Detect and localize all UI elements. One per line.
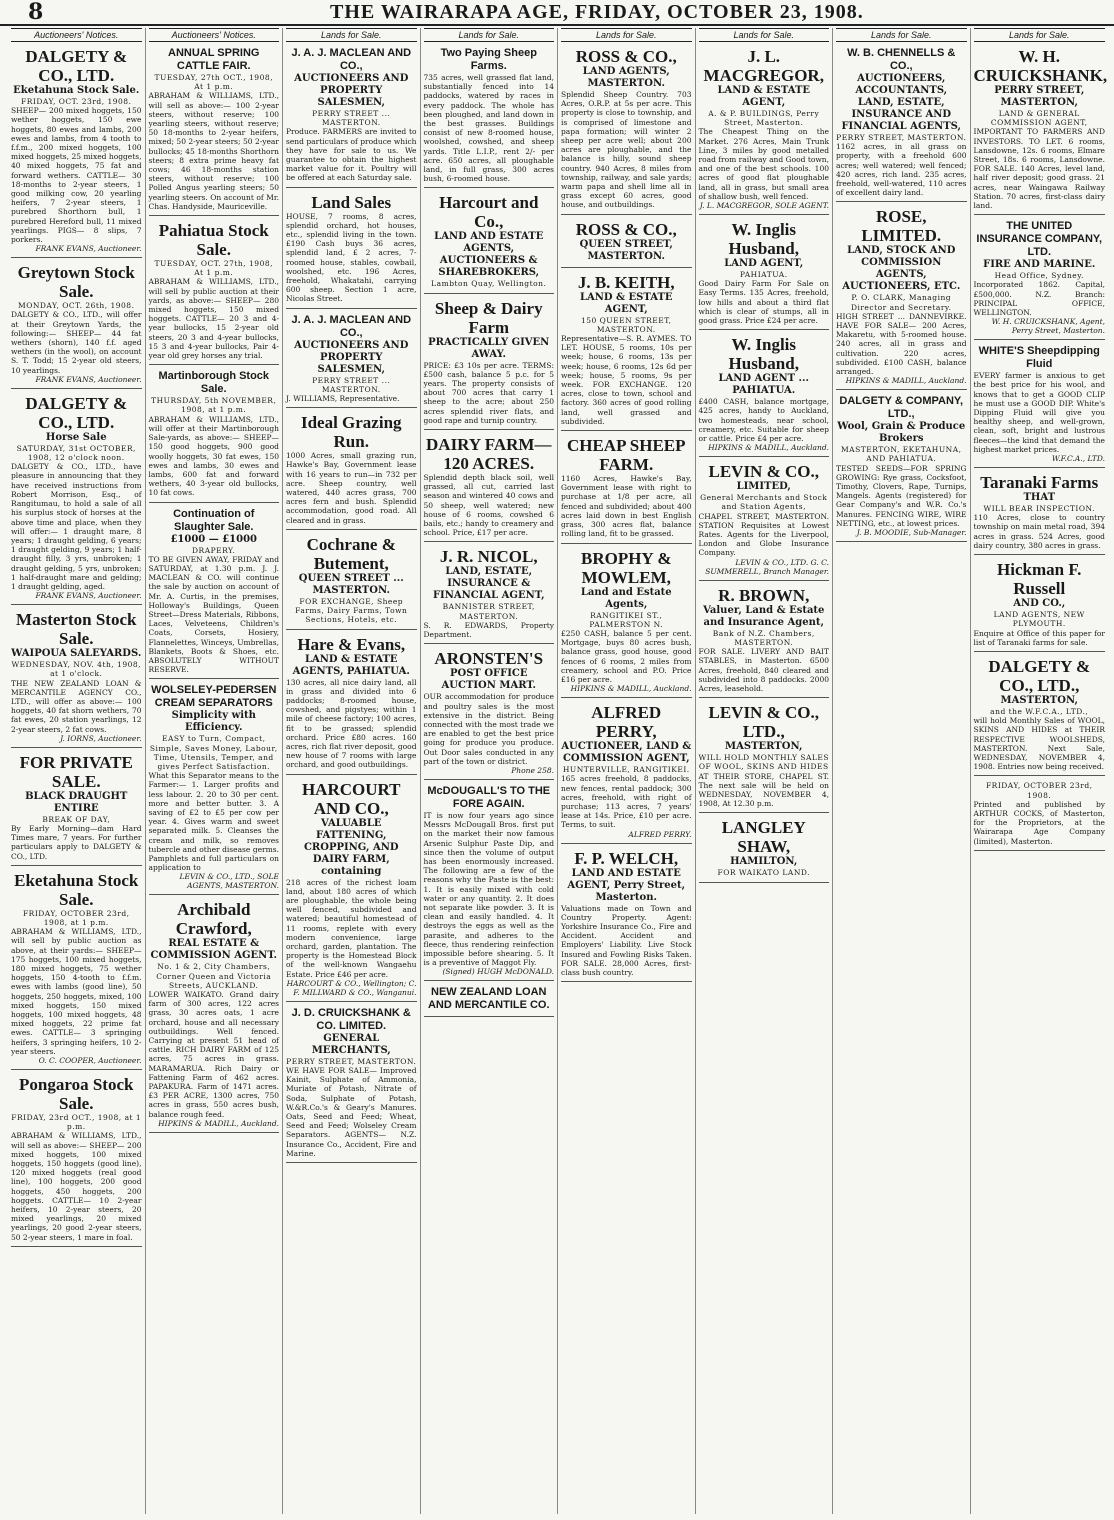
advertisement bbox=[149, 219, 280, 365]
advertisement bbox=[286, 312, 417, 409]
ad-subtitle: THAT bbox=[1023, 492, 1056, 504]
ad-date: DRAPERY. bbox=[192, 545, 236, 555]
ad-title: LANGLEY SHAW, bbox=[721, 818, 806, 857]
ad-subtitle: LAND & ESTATE AGENTS, PAHIATUA. bbox=[292, 653, 410, 677]
advertisement bbox=[286, 191, 417, 309]
ad-signature: LEVIN & CO., LTD., SOLE AGENTS, MASTERTON. bbox=[179, 872, 279, 891]
ad-body: Printed and published by ARTHUR COCKS, of Masterton, for the Proprietors, at the Wairarapa Age Company (limited), Masterton. bbox=[973, 799, 1105, 846]
ad-body: 165 acres freehold, 8 paddocks, new fences, rental paddock; 300 acres, freehold, with right of purchase; 113 acres, 7 years' lease at 14s. Price, £10 per acre. Terms, to suit. bbox=[561, 774, 692, 830]
ad-body: PRICE: £3 10s per acre. TERMS: £500 cash, balance 5 p.c. for 5 years. The property consists of about 700 acres that carry 1 sheep to the acre; about 250 acres splendid river flats, and good rape and turnip country. bbox=[423, 360, 554, 425]
ad-body: S. R. EDWARDS, Property Department. bbox=[423, 620, 554, 640]
ad-subtitle: Valuer, Land & Estate and Insurance Agent, bbox=[703, 604, 825, 628]
ad-signature: FRANK EVANS, Auctioneer. bbox=[35, 374, 142, 384]
ad-date: PERRY STREET ... MASTERTON. bbox=[312, 375, 391, 394]
advertisement bbox=[149, 682, 280, 895]
ad-body: TESTED SEEDS—FOR SPRING GROWING: Rye grass, Cocksfoot, Timothy, Clovers, Rape, Turnips, Mangels. Agents (registered) for Gear Company's and W.R. Co.'s Manures. FENCING WIRE, WIRE NETTING, etc., at lowest prices. bbox=[836, 463, 967, 528]
ad-subtitle: MASTERTON, bbox=[725, 741, 803, 753]
ad-body: WE HAVE FOR SALE— Improved Kainit, Sulphate of Ammonia, Muriate of Potash, Nitrate of Soda, Sulphate of Potash, W.&R.Co.'s & Geary's Manures. Oats, Seed and Feed; Wheat, Seed and Feed; Wolseley Cream Separators. AGENTS— N.Z. Insurance Co., Accident, Fire and Marine. bbox=[286, 1065, 417, 1158]
ad-date: WEDNESDAY, NOV. 4th, 1908, at 1 o'clock. bbox=[11, 660, 142, 679]
ad-date: FRIDAY, 23rd OCT., 1908, at 1 p.m. bbox=[11, 1113, 142, 1132]
ad-title: DALGETY & COMPANY, LTD., bbox=[839, 395, 964, 421]
ad-signature: LEVIN & CO., LTD. G. C. SUMMERELL, Branch Manager. bbox=[705, 557, 829, 576]
ad-title: ROSS & CO., bbox=[575, 47, 677, 66]
ad-body: 1000 Acres, small grazing run, Hawke's Bay, Government lease with 16 years to run—in 732 per acre. Sheep country, well watered, 440 acres grass, 700 acres fern and bush. Splendid accommodation, good road. All cleared and in grass. bbox=[286, 451, 417, 525]
ad-title: FOR PRIVATE SALE. bbox=[19, 752, 133, 791]
ad-title: ALFRED PERRY, bbox=[591, 703, 662, 742]
column bbox=[971, 28, 1109, 1514]
ad-signature: W. H. CRUICKSHANK, Agent, Perry Street, Masterton. bbox=[991, 317, 1105, 336]
ad-date: PERRY STREET ... MASTERTON. bbox=[312, 109, 391, 128]
column-heading: Auctioneers' Notices. bbox=[11, 28, 142, 42]
ad-title: W. B. CHENNELLS & CO., bbox=[847, 47, 956, 72]
column-heading: Lands for Sale. bbox=[836, 28, 967, 42]
ad-subtitle: AUCTIONEERS AND PROPERTY SALESMEN, bbox=[294, 73, 409, 108]
ad-title: Pongaroa Stock Sale. bbox=[19, 1075, 134, 1114]
ad-title: BROPHY & MOWLEM, bbox=[580, 548, 672, 587]
advertisement bbox=[11, 392, 142, 605]
ad-title: HARCOURT AND CO., bbox=[301, 779, 401, 818]
ad-signature: J. B. MOODIE, Sub-Manager. bbox=[856, 528, 967, 538]
ad-title: Continuation of Slaughter Sale. bbox=[173, 507, 255, 533]
column bbox=[283, 28, 421, 1514]
ad-subtitle: FIRE AND MARINE. bbox=[983, 259, 1096, 271]
ad-date: BANNISTER STREET, MASTERTON. bbox=[442, 602, 535, 621]
ad-signature: J. IORNS, Auctioneer. bbox=[60, 733, 142, 743]
ad-title: J. B. KEITH, bbox=[577, 272, 675, 292]
advertisement bbox=[974, 218, 1106, 340]
ad-date: LAND & GENERAL COMMISSION AGENT, bbox=[990, 109, 1088, 128]
advertisement bbox=[424, 297, 555, 430]
ad-subtitle: LAND AND ESTATE AGENT, Perry Street, Masterton. bbox=[567, 867, 686, 903]
ad-subtitle: AUCTIONEER, LAND & COMMISSION AGENT, bbox=[561, 741, 692, 765]
ad-subtitle: AUCTIONEERS AND PROPERTY SALESMEN, bbox=[294, 339, 409, 375]
ad-title: ARONSTEN'S bbox=[434, 649, 544, 669]
ad-subtitle: £1000 — £1000 bbox=[170, 533, 258, 545]
ad-subtitle: BLACK DRAUGHT ENTIRE bbox=[25, 790, 128, 814]
ad-subtitle: MASTERTON, bbox=[1000, 694, 1078, 706]
ad-body: £250 CASH, balance 5 per cent. Mortgage, buys 80 acres bush, balance grass, good house, good fences of 6 rooms, 2 miles from creamery, school and P.O. Price £16 per acre. bbox=[561, 628, 692, 684]
ad-subtitle: Wool, Grain & Produce Brokers bbox=[837, 421, 966, 445]
advertisement bbox=[11, 45, 142, 258]
advertisement bbox=[699, 333, 830, 457]
ad-subtitle: LAND AGENTS, MASTERTON. bbox=[582, 66, 670, 89]
ad-date: HUNTERVILLE, RANGITIKEI. bbox=[562, 765, 690, 775]
ad-subtitle: REAL ESTATE & COMMISSION AGENT. bbox=[150, 938, 277, 962]
ad-title: Pahiatua Stock Sale. bbox=[158, 221, 269, 260]
ad-body: 218 acres of the richest loam land, about 180 acres of which are ploughable, the whole being well fenced, subdivided and watered; beautiful homestead of 11 rooms, replete with every modern convenience, large orchard, garden, plantation. The property is the Homestead Block of the well-known Wangaehu Estate. Price £46 per acre. bbox=[286, 877, 417, 979]
ad-subtitle: Horse Sale bbox=[45, 431, 107, 443]
advertisement bbox=[836, 393, 967, 542]
ad-subtitle: Land and Estate Agents, bbox=[580, 586, 672, 610]
ad-title: J. R. NICOL, bbox=[439, 547, 538, 567]
ad-body: EVERY farmer is anxious to get the best price for his wool, and knows that to get a GOOD CLIP he must use a GOOD DIP. White's Dipping Fluid will give you healthy sheep, and well-grown, clean, soft, bright and lustrous fleeces—the kind that demand the highest market prices. bbox=[973, 371, 1105, 454]
advertisement bbox=[11, 608, 142, 748]
ad-body: FOR SALE. LIVERY AND BAIT STABLES, in Masterton. 6500 Acres, freehold, 840 cleared and subdivided into 8 paddocks. 2000 Acres, leasehold. bbox=[698, 647, 829, 693]
advertisement bbox=[424, 783, 555, 981]
ad-body: Enquire at Office of this paper for list of Taranaki farms for sale. bbox=[973, 628, 1105, 647]
ad-title: WHITE'S Sheepdipping Fluid bbox=[978, 345, 1100, 371]
masthead bbox=[0, 0, 1114, 26]
column-heading: Lands for Sale. bbox=[974, 28, 1106, 42]
ad-subtitle: AND CO., bbox=[1013, 598, 1066, 610]
ad-subtitle: HAMILTON, bbox=[730, 856, 798, 868]
ad-signature: HIPKINS & MADILL, Auckland. bbox=[845, 376, 967, 386]
advertisement bbox=[974, 471, 1106, 555]
ad-title: Hare & Evans, bbox=[297, 634, 406, 654]
advertisement bbox=[561, 847, 692, 983]
ad-body: HIGH STREET ... DANNEVIRKE. HAVE FOR SALE— 200 Acres, Makaretu, with 5-roomed house. 240 acres, all in grass and cultivation. 220 acres, subdivided. £100 CASH, balance arranged. bbox=[836, 311, 967, 377]
advertisement bbox=[836, 45, 967, 202]
advertisement bbox=[286, 45, 417, 188]
column-heading: Lands for Sale. bbox=[424, 28, 555, 42]
ad-subtitle: LIMITED, bbox=[736, 481, 791, 493]
ad-body: DALGETY & CO., LTD., will offer at their Greytown Yards, the following:— SHEEP— 44 fat wethers (shorn), 140 f.f. aged wethers (in the wool), on account S. T. Todd; 15 2-year old steers, 10 yearlings. bbox=[11, 310, 142, 375]
ad-signature: HARCOURT & CO., Wellington; C. F. MILLWARD & CO., Wanganui. bbox=[286, 978, 417, 997]
ad-date: Lambton Quay, Wellington. bbox=[431, 279, 547, 289]
advertisement bbox=[424, 984, 555, 1017]
ad-date: FRIDAY, OCTOBER 23rd, 1908, at 1 p.m. bbox=[22, 908, 130, 927]
advertisement bbox=[286, 1005, 417, 1163]
advertisement bbox=[424, 45, 555, 188]
column bbox=[833, 28, 971, 1514]
ad-body: £400 CASH, balance mortgage, 425 acres, handy to Auckland, two homesteads, near school, creamery, etc. Suitable for sheep or cattle. Price £4 per acre. bbox=[698, 397, 829, 444]
ad-date: P. O. CLARK, Managing Director and Secretary. bbox=[850, 293, 952, 312]
ad-date: SATURDAY, 31st OCTOBER, 1908, 12 o'clock noon. bbox=[16, 443, 136, 463]
advertisement bbox=[149, 368, 280, 502]
ad-date: RANGITIKEI ST., PALMERSTON N. bbox=[589, 610, 664, 629]
ad-title: DALGETY & CO., LTD., bbox=[988, 656, 1091, 695]
column bbox=[8, 28, 146, 1514]
advertisement bbox=[11, 1073, 142, 1247]
ad-date: No. 1 & 2, City Chambers, Corner Queen and Victoria Streets, AUCKLAND. bbox=[156, 962, 272, 990]
ad-title: Land Sales bbox=[311, 192, 392, 212]
ad-date: MONDAY, OCT. 26th, 1908. bbox=[18, 301, 135, 311]
column-heading: Lands for Sale. bbox=[561, 28, 692, 42]
ad-body: ABRAHAM & WILLIAMS, LTD., will sell as above:— SHEEP— 200 mixed hoggets, 100 mixed hoggets, 150 hoggets (good line), 120 mixed hoggets (real good line), 100 hoggets, 200 good hoggets, 450 hoggets, 200 hoggets. CATTLE— 10 2-year heifers, 10 2-year steers, 20 mixed yearlings, 20 mixed yearlings, 20 good 2-year steers, 50 2-year steers, 1 mare in foal. bbox=[11, 1131, 142, 1242]
ad-body: ABRAHAM & WILLIAMS, LTD., will sell as above:— 100 2-year steers, without reserve; 100 yearling steers, without reserve; 50 18-months to 2-year heifers, mixed; 50 2-year steers; 50 2-year bullocks; 45 18-months Shorthorn steers; 8 extra prime heavy fat cows; 46 18-months station steers, without reserve; 100 Polled Angus yearling steers; 50 yearling steers. On account of Mr. Chas. Handyside, Mauriceville. bbox=[148, 91, 279, 211]
ad-date: PERRY STREET, MASTERTON. bbox=[836, 133, 967, 142]
ad-date: FOR WAIKATO LAND. bbox=[717, 868, 811, 878]
ad-date: FRIDAY, OCTOBER 23rd, 1908. bbox=[985, 781, 1093, 800]
ad-subtitle: LAND AND ESTATE AGENTS, AUCTIONEERS & SHAREBROKERS, bbox=[434, 231, 544, 279]
ad-title: DALGETY & CO., LTD. bbox=[25, 47, 128, 85]
ad-body: 735 acres, well grassed flat land, substantially fenced into 14 paddocks, watered by races in every paddock. The whole has been ploughed, and land down in the best grasses. Buildings consist of new 8-roomed house, woolshed, cowshed, and sheep yards. Title L.I.P., rent 2/- per acre. 650 acres, all ploughable land, in full grass, 300 acres bush, 6-roomed house. bbox=[423, 73, 554, 184]
ad-subtitle: LAND & ESTATE AGENT, bbox=[717, 85, 811, 108]
ad-signature: J. L. MACGREGOR, SOLE AGENT. bbox=[699, 201, 829, 211]
ad-title: Cochrane & Butement, bbox=[306, 534, 396, 573]
ad-date: WILL HOLD MONTHLY SALES OF WOOL, SKINS AND HIDES bbox=[698, 753, 830, 772]
advertisement bbox=[286, 778, 417, 1002]
ad-date: FOR EXCHANGE, Sheep Farms, Dairy Farms, Town Sections, Hotels, etc. bbox=[295, 596, 408, 625]
ad-body: THE NEW ZEALAND LOAN & MERCANTILE AGENCY CO., LTD., will offer as above:— 100 hoggets, 40 fat shorn wethers, 70 fat ewes, 20 station yearlings, 12 2-year steers, 2 fat cows. bbox=[11, 678, 142, 734]
ad-subtitle: LAND, ESTATE, INSURANCE & FINANCIAL AGENT, bbox=[432, 566, 545, 602]
column-heading: Auctioneers' Notices. bbox=[149, 28, 280, 42]
ad-title: Masterton Stock Sale. bbox=[16, 610, 137, 649]
advertisement bbox=[974, 779, 1106, 850]
ad-body: What this Separator means to the Farmer:— 1. Larger profits and less labour. 2. 20 to 30 per cent. more and better butter. 3. A saving of £2 to £5 per cow per year. 4. Gives warm and sweet separated milk. 5. Cleanses the cream and milk, so removes tubercle and other disease germs. Pamphlets and full particulars on application to bbox=[148, 771, 279, 873]
column bbox=[696, 28, 834, 1514]
ad-title: Taranaki Farms bbox=[980, 473, 1099, 493]
ad-title: LEVIN & CO., LTD., bbox=[708, 703, 819, 742]
ad-date: and the W.F.C.A., LTD., bbox=[990, 706, 1089, 716]
ad-date: THURSDAY, 5th NOVEMBER, 1908, at 1 p.m. bbox=[151, 396, 277, 415]
ad-body: 110 Acres, close to country township on main metal road, 394 acres in grass. 524 Acres, good dairy country, 380 acres in grass. bbox=[973, 513, 1105, 550]
ad-signature: W.F.C.A., LTD. bbox=[1051, 454, 1105, 464]
ad-title: ROSS & CO., bbox=[575, 219, 677, 239]
ad-body: HOUSE, 7 rooms, 8 acres, splendid orchard, hot houses, etc., splendid living in the town. £190 Cash buys 36 acres, splendid land, £ 2 acres, 7-roomed house, stables, cowbail, woolshed, etc. 196 Acres, freehold, Whakatahi, carrying 600 sheep. Section 1 acre, Nicolas Street. bbox=[286, 211, 417, 304]
advertisement bbox=[699, 816, 830, 882]
ad-title: LEVIN & CO., bbox=[708, 462, 819, 482]
advertisement bbox=[286, 633, 417, 775]
ad-signature: (Signed) HUGH McDONALD. bbox=[442, 967, 554, 977]
ad-body: 130 acres, all nice dairy land, all in grass and divided into 6 paddocks; 8-roomed house, cowshed, and pigstyes; within 1 mile of cheese factory; 100 acres, fit to be grassed; splendid orchard. Price £80 acres. 160 acres, rich flat river deposit, good new house of 7 rooms with large orchard, and good outbuildings. bbox=[286, 677, 417, 770]
ad-body: Produce. FARMERS are invited to send particulars of produce which they have for sale to us. We guarantee to obtain the highest market value for it. Poultry will be offered at each Saturday sale. bbox=[286, 127, 417, 183]
ad-body: ABRAHAM & WILLIAMS, LTD., will sell by public auction at their yards, as above:— SHEEP— 280 mixed hoggets, 150 mixed hoggets. CATTLE— 20 3 and 4-year bullocks, 15 2-year old steers, 20 3 and 4-year bullocks, 15 3 and 4-year bullocks, Pair 4-year old grey horses any trial. bbox=[148, 277, 279, 361]
ad-subtitle: GENERAL MERCHANTS, bbox=[311, 1032, 391, 1056]
ad-subtitle: Simplicity with Efficiency. bbox=[171, 710, 256, 734]
advertisement bbox=[424, 647, 555, 780]
ad-body: ABRAHAM & WILLIAMS, LTD., will offer at their Martinborough Sale-yards, as above:— SHEEP— 150 good hoggets, 900 good woolly hoggets, 30 fat ewes, 150 ewes and lambs, 30 ewes and lambs, 600 fat and forward wethers, 40 3-year old bullocks, 10 fat cows. bbox=[148, 414, 279, 498]
ad-body: TO BE GIVEN AWAY, FRIDAY and SATURDAY, at 1.30 p.m. J. J. MACLEAN & CO. will continue the sale by auction on account of Mr. A. Curtis, in the premises, Holloway's Buildings, Queen Street—Dress Materials, Ribbons, Laces, Velveteens, Children's Coats, Corsets, Hosiery, Flannelettes, Winceys, Umbrellas, Blankets, Boots & Shoes, etc. ABSOLUTELY WITHOUT RESERVE. bbox=[148, 554, 279, 675]
ad-subtitle: QUEEN STREET, MASTERTON. bbox=[579, 238, 673, 262]
advertisement bbox=[561, 547, 692, 699]
ad-body: IT is now four years ago since Messrs McDougall Bros. first put on the market their now famous Arsenic Sulphur Paste Dip, and since then the volume of output has been enormously increased. The following are a few of the reasons why the Paste is the best: 1. It is easily mixed with cold water or any quantity. 2. It does not separate like powder. 3. It is clean and easily handled. 4. It destroys the eggs as well as the parasite, and adheres to the fleece, thus rendering reinfection impossible before shearing. 5. It is a preventive of Maggot Fly. bbox=[423, 810, 554, 968]
ad-title: J. A. J. MACLEAN AND CO., bbox=[291, 47, 412, 72]
ad-title: W. Inglis Husband, bbox=[728, 220, 799, 259]
advertisement bbox=[974, 558, 1106, 652]
ad-subtitle: QUEEN STREET ... MASTERTON. bbox=[298, 572, 404, 596]
ad-date: PAHIATUA. bbox=[739, 270, 788, 280]
ad-title: Archibald Crawford, bbox=[175, 900, 252, 939]
ad-body: AT THEIR STORE, CHAPEL ST. The next sale will be held on WEDNESDAY, NOVEMBER 4, 1908, At 12.30 p.m. bbox=[698, 771, 829, 809]
ad-date: General Merchants and Stock and Station Agents, bbox=[700, 493, 828, 512]
ad-body: IMPORTANT TO FARMERS AND INVESTORS. TO LET. 6 rooms, Lansdowne, 12s. 6 rooms, Elmare Street, 18s. 6 rooms, Lansdowne. FOR SALE. 140 Acres, level land, half river deposit; good grass. 21 acres, near Waingawa Railway Station. 70 acres, first-class dairy land. bbox=[973, 127, 1105, 211]
advertisement bbox=[561, 701, 692, 843]
advertisement bbox=[424, 433, 555, 542]
advertisement bbox=[699, 584, 830, 698]
advertisement bbox=[11, 261, 142, 389]
ad-subtitle: Eketahuna Stock Sale. bbox=[13, 85, 140, 96]
ad-body: 1160 Acres, Hawke's Bay, Government lease with right to purchase at 1/8 per acre, all fenced and subdivided; about 400 acres laid down in best English grass, 300 acres flat, balance rolling land, fit to be grassed. bbox=[561, 474, 692, 539]
ad-body: OUR accommodation for produce and poultry sales is the most extensive in the district. Being connected with the most trade we are enabled to get the best price going for produce you produce. Out Door sales conducted in any part of the town or district. bbox=[423, 692, 554, 766]
ad-title: W. Inglis Husband, bbox=[728, 335, 799, 374]
ad-title: DALGETY & CO., LTD. bbox=[25, 393, 128, 432]
ad-title: R. BROWN, bbox=[718, 585, 810, 605]
ad-subtitle: LAND AGENT ... PAHIATUA. bbox=[718, 373, 809, 397]
ad-body: ABRAHAM & WILLIAMS, LTD., will sell by public auction as above, at their yards:— SHEEP— 175 hoggets, 100 mixed hoggets, 180 mixed hoggets, 75 wether hoggets, 150 4-tooth to f.f.m. ewes with lambs (good line), 50 hoggets, 250 hoggets, mixed, 100 mixed hoggets, 150 mixed hoggets, 100 mixed hoggets, 48 mixed hoggets, 22 prime fat ewes. CATTLE— 3 springing heifers, 3 springing heifers, 10 2-year steers. bbox=[11, 927, 142, 1056]
ad-title: J. A. J. MACLEAN AND CO., bbox=[291, 313, 412, 339]
ad-subtitle: LAND & ESTATE AGENT, bbox=[579, 291, 673, 315]
ad-title: Eketahuna Stock Sale. bbox=[14, 870, 139, 909]
ad-date: BREAK OF DAY, bbox=[42, 814, 111, 824]
ad-title: DAIRY FARM—120 ACRES. bbox=[426, 435, 552, 474]
advertisement bbox=[149, 45, 280, 216]
ad-body: CHAPEL STREET, MASTERTON. STATION Requisites at Lowest Rates. Agents for the Liverpool, London and Globe Insurance Company. bbox=[698, 511, 829, 558]
ad-title: ANNUAL SPRING CATTLE FAIR. bbox=[168, 47, 260, 72]
ad-date: 150 QUEEN STREET, MASTERTON. bbox=[580, 315, 672, 334]
ad-title: W. H. CRUICKSHANK, bbox=[973, 47, 1108, 85]
column-heading: Lands for Sale. bbox=[699, 28, 830, 42]
advertisement bbox=[149, 898, 280, 1132]
ad-subtitle: VALUABLE FATTENING, CROPPING, AND DAIRY FARM, containing bbox=[303, 817, 399, 877]
advertisement bbox=[974, 655, 1106, 776]
ad-date: FRIDAY, OCT. 23rd, 1908. bbox=[21, 97, 132, 106]
ad-signature: FRANK EVANS, Auctioneer. bbox=[35, 591, 142, 601]
column-heading: Lands for Sale. bbox=[286, 28, 417, 42]
ad-date: WILL BEAR INSPECTION. bbox=[983, 504, 1095, 514]
ad-subtitle: AUCTIONEERS, ACCOUNTANTS, LAND, ESTATE, INSURANCE AND FINANCIAL AGENTS, bbox=[841, 73, 962, 132]
advertisement bbox=[974, 45, 1106, 215]
ad-title: NEW ZEALAND LOAN AND MERCANTILE CO. bbox=[427, 986, 550, 1012]
column bbox=[421, 28, 559, 1514]
ad-body: will hold Monthly Sales of WOOL, SKINS AND HIDES at THEIR RESPECTIVE WOOLSHEDS, MASTERTON. Next Sale, WEDNESDAY, NOVEMBER 4, 1908. Entries now being received. bbox=[973, 716, 1105, 772]
advertisement bbox=[561, 434, 692, 543]
ad-signature: ALFRED PERRY. bbox=[628, 829, 692, 839]
ad-body: Valuations made on Town and Country Property. Agent: Yorkshire Insurance Co., Fire and Accident. Accident and Employers' Liability. Live Stock Insured and Fowling Risks Taken. FOR SALE. 28,000 Acres, first-class bush country. bbox=[561, 903, 692, 977]
ad-date: TUESDAY, OCT. 27th, 1908, At 1 p.m. bbox=[154, 259, 273, 278]
ad-body: DALGETY & CO., LTD., have pleasure in announcing that they have received instructions from Robert Morrison, Esq., of Rangitumau, to hold a sale of all his surplus stock of horses at the above time and place, when they will offer:— 1 draught mare, 8 years; 1 draught gelding, 6 years; 1 draught gelding, 9 years; 1 half-draught filly, 3 yrs, unbroken; 1 draught gelding, 5 yrs, unbroken; 1 half-draught mare and gelding; 1 draught gelding, aged. bbox=[11, 462, 142, 591]
ad-body: By Early Morning—dam Hard Times mare, 7 years. For further particulars apply to DALGETY & CO., LTD. bbox=[11, 823, 142, 861]
ad-signature: O. C. COOPER, Auctioneer. bbox=[38, 1056, 142, 1066]
ad-body: J. WILLIAMS, Representative. bbox=[286, 394, 400, 404]
ad-title: Hickman F. Russell bbox=[997, 560, 1082, 599]
ad-body: Good Dairy Farm For Sale on Easy Terms. 135 Acres, freehold, low hills and about a third flat which is clear of stumps, all in good grass. Price £24 per acre. bbox=[698, 279, 829, 326]
ad-title: THE UNITED INSURANCE COMPANY, LTD. bbox=[976, 220, 1103, 259]
ad-title: ROSE, LIMITED. bbox=[861, 207, 942, 246]
ad-date: Bank of N.Z. Chambers, MASTERTON. bbox=[712, 628, 815, 647]
advertisement bbox=[561, 45, 692, 215]
advertisement bbox=[286, 533, 417, 630]
advertisement bbox=[424, 545, 555, 644]
ad-body: SHEEP— 200 mixed hoggets, 150 wether hoggets, 150 ewe hoggets, 80 ewes and lambs, 200 ewes and lambs, from 4 tooth to f.f.m., 200 mixed hoggets, 100 mixed hoggets, 25 mixed hoggets, 40 mixed hoggets, 75 fat and forward wethers. CATTLE— 30 18-months to 2-year steers, 1 good milking cow, 20 yearling heifers, 7 2-year steers, 1 purebred Shorthorn bull, 1 purebred Hereford bull, 11 mixed yearlings. PIGS— 8 slips, 7 porkers. bbox=[11, 106, 142, 245]
ad-date: MASTERTON, EKETAHUNA, AND PAHIATUA. bbox=[840, 445, 962, 464]
ad-title: McDOUGALL'S TO THE FORE AGAIN. bbox=[427, 784, 551, 810]
ad-title: Harcourt and Co., bbox=[439, 193, 539, 232]
advertisement bbox=[286, 411, 417, 530]
advertisement bbox=[11, 751, 142, 866]
ad-body: Splendid Sheep Country. 703 Acres, O.R.P. at 5s per acre. This property is close to township, and is comprised of limestone and papa formation; will winter 2 sheep per acre well; about 200 acres are ploughable, and the balance is hilly, sound sheep country. 940 Acres, 8 miles from township, railway, and sale yards; warm papa and shell lime all in grass except 60 acres, good house, and outbuildings. bbox=[561, 90, 692, 210]
columns bbox=[8, 28, 1108, 1514]
ad-title: Two Paying Sheep Farms. bbox=[440, 47, 537, 72]
ad-subtitle: WAIPOUA SALEYARDS. bbox=[11, 648, 142, 660]
ad-date: LAND AGENTS, NEW PLYMOUTH. bbox=[993, 610, 1085, 629]
ad-date: EASY to Turn, Compact, Simple, Saves Money, Labour, Time, Utensils, Temper, and gives Perfect Satisfaction. bbox=[149, 734, 278, 771]
ad-signature: HIPKINS & MADILL, Auckland. bbox=[708, 443, 829, 453]
ad-signature: HIPKINS & MADILL, Auckland. bbox=[158, 1118, 279, 1128]
advertisement bbox=[561, 218, 692, 268]
ad-title: Martinborough Stock Sale. bbox=[158, 370, 270, 396]
ad-body: The Cheapest Thing on the Market. 276 Acres, Main Trunk Line, 3 miles by good metalled road from railway and Good town, and one of the best schools. 100 acres of good flat ploughable land, all in grass, but small area of shallow bush, well fenced. bbox=[698, 127, 829, 201]
advertisement bbox=[699, 45, 830, 215]
ad-date: TUESDAY, 27th OCT., 1908, At 1 p.m. bbox=[154, 73, 273, 92]
advertisement bbox=[561, 271, 692, 431]
page-number: 8 bbox=[28, 0, 44, 25]
ad-signature: FRANK EVANS, Auctioneer. bbox=[35, 244, 142, 254]
ad-title: Sheep & Dairy Farm bbox=[434, 298, 543, 337]
ad-subtitle: POST OFFICE AUCTION MART. bbox=[441, 668, 536, 692]
ad-date: Head Office, Sydney. bbox=[994, 271, 1084, 281]
ad-signature: HIPKINS & MADILL, Auckland. bbox=[570, 684, 692, 694]
ad-subtitle: LAND, STOCK AND COMMISSION AGENTS, AUCTIONEERS, ETC. bbox=[842, 245, 961, 293]
ad-body: LOWER WAIKATO. Grand dairy farm of 300 acres, 122 acres grass, 30 acres oats, 1 acre orchard, house and all necessary outbuildings. Well fenced. Carrying at present 51 head of cattle. RICH DAIRY FARM of 125 acres, 75 acres in grass. MARAMARUA. Rich Dairy or Fattening Farm of 462 acres. PAPAKURA. Farm of 1471 acres. £3 PER ACRE, 1300 acres, 750 acres in grass, 550 acres bush, balance rough feed. bbox=[148, 990, 279, 1119]
advertisement bbox=[11, 869, 142, 1070]
column bbox=[558, 28, 696, 1514]
ad-title: F. P. WELCH, bbox=[574, 848, 679, 868]
ad-title: WOLSELEY-PEDERSEN CREAM SEPARATORS bbox=[151, 684, 277, 710]
ad-title: Greytown Stock Sale. bbox=[17, 263, 135, 302]
advertisement bbox=[699, 701, 830, 813]
advertisement bbox=[424, 191, 555, 293]
advertisement bbox=[699, 218, 830, 330]
advertisement bbox=[836, 205, 967, 390]
ad-signature: Phone 258. bbox=[511, 765, 554, 775]
advertisement bbox=[974, 343, 1106, 468]
ad-subtitle: PERRY STREET, MASTERTON, bbox=[994, 85, 1085, 108]
ad-body: Incorporated 1862. Capital, £500,000. N.Z. Branch: PRINCIPAL OFFICE, WELLINGTON. bbox=[973, 280, 1105, 318]
ad-title: J. D. CRUICKSHANK & CO. LIMITED. bbox=[291, 1006, 411, 1032]
ad-title: Ideal Grazing Run. bbox=[300, 413, 402, 452]
ad-title: J. L. MACGREGOR, bbox=[703, 47, 824, 85]
ad-date: A. & P. BUILDINGS, Perry Street, Masterton. bbox=[708, 109, 820, 128]
ad-subtitle: PRACTICALLY GIVEN AWAY. bbox=[428, 336, 550, 360]
advertisement bbox=[149, 506, 280, 680]
ad-subtitle: LAND AGENT, bbox=[724, 258, 804, 270]
newspaper-title: THE WAIRARAPA AGE, FRIDAY, OCTOBER 23, 1908. bbox=[330, 1, 864, 23]
ad-body: 1162 acres, in all grass on property, with a freehold 600 acres; well watered; well fenced; 420 acres, rich land. 235 acres, freehold, well-watered, 110 acres of excellent dairy land. bbox=[836, 142, 967, 198]
ad-title: CHEAP SHEEP FARM. bbox=[566, 436, 686, 475]
ad-body: Representative—S. R. AYMES. TO LET. HOUSE, 5 rooms, 10s per week; house, 6 rooms, 13s per week; house, 6 rooms, 12s 6d per week; house, 5 rooms, 9s per week. FOR EXCHANGE. 120 acres, close to town, school and factory. 360 acres of good rolling land, well grassed and subdivided. bbox=[561, 334, 692, 426]
column bbox=[146, 28, 284, 1514]
ad-date: PERRY STREET, MASTERTON. bbox=[286, 1056, 417, 1066]
ad-body: Splendid depth black soil, well grassed, all cut, carried last season and wintered 40 cows and 50 sheep, well watered; new house of 6 rooms, cowshed 6 bails, etc.; handy to creamery and school. Price, £17 per acre. bbox=[423, 473, 554, 538]
advertisement bbox=[699, 460, 830, 580]
